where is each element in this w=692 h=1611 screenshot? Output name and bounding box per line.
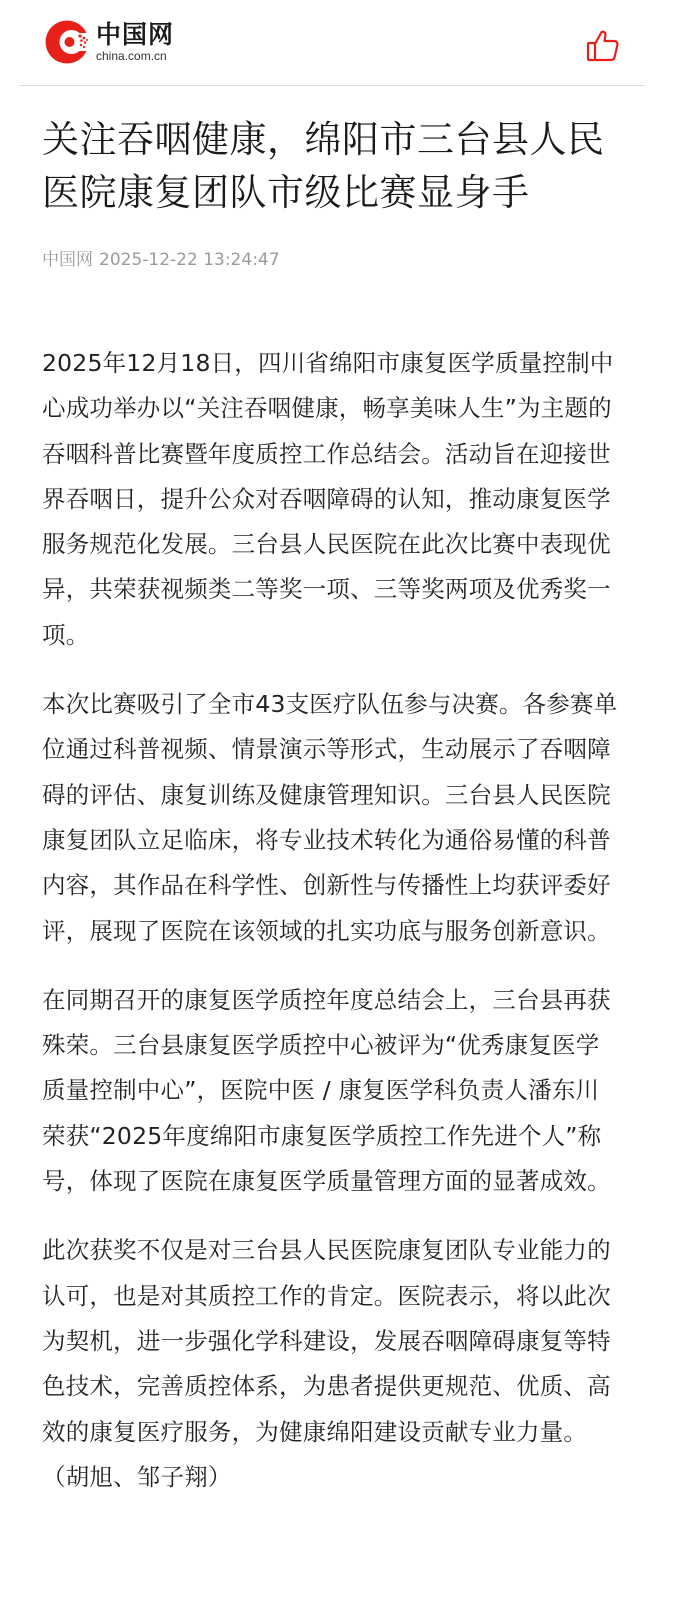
site-header bbox=[0, 0, 692, 86]
thumbs-up-icon bbox=[585, 28, 621, 64]
logo-domain: china.com.cn bbox=[96, 48, 167, 63]
china-com-cn-logo-icon bbox=[44, 19, 90, 65]
article-paragraph-1: 2025年12月18日，四川省绵阳市康复医学质量控制中心成功举办以“关注吞咽健康，畅享美味人生”为主题的吞咽科普比赛暨年度质控工作总结会。活动旨在迎接世界吞咽日，提升公众对吞咽障碍的认知，推动康复医学服务规范化发展。三台县人民医院在此次比赛中表现优异，共荣获视频类二等奖一项、三等奖两项及优秀奖一项。 bbox=[42, 349, 614, 649]
article-body bbox=[42, 341, 622, 1524]
article-paragraph-2: 本次比赛吸引了全市43支医疗队伍参与决赛。各参赛单位通过科普视频、情景演示等形式，生动展示了吞咽障碍的评估、康复训练及健康管理知识。三台县人民医院康复团队立足临床，将专业技术转化为通俗易懂的科普内容，其作品在科学性、创新性与传播性上均获评委好评，展现了医院在该领域的扎实功底与服务创新意识。 bbox=[42, 690, 618, 945]
article-datetime: 2025-12-22 13:24:47 bbox=[99, 250, 280, 270]
like-button[interactable] bbox=[585, 28, 621, 64]
article-paragraph-4: 此次获奖不仅是对三台县人民医院康复团队专业能力的认可，也是对其质控工作的肯定。医院表示，将以此次为契机，进一步强化学科建设，发展吞咽障碍康复等特色技术，完善质控体系，为患者提供更规范、优质、高效的康复医疗服务，为健康绵阳建设贡献专业力量。（胡旭、邹子翔） bbox=[42, 1236, 611, 1491]
article-paragraph-3: 在同期召开的康复医学质控年度总结会上，三台县再获殊荣。三台县康复医学质控中心被评为“优秀康复医学质量控制中心”，医院中医 / 康复医学科负责人潘东川荣获“2025年度绵阳市康复医学质控工作先进个人”称号，体现了医院在康复医学质量管理方面的显著成效。 bbox=[42, 985, 611, 1196]
site-logo[interactable] bbox=[44, 18, 174, 66]
article-meta bbox=[42, 248, 280, 272]
article-title: 关注吞咽健康，绵阳市三台县人民医院康复团队市级比赛显身手 bbox=[42, 118, 605, 214]
logo-name-cn: 中国网 bbox=[96, 19, 175, 49]
header-divider bbox=[20, 85, 644, 86]
article-source: 中国网 bbox=[42, 250, 93, 270]
logo-text bbox=[96, 21, 174, 64]
